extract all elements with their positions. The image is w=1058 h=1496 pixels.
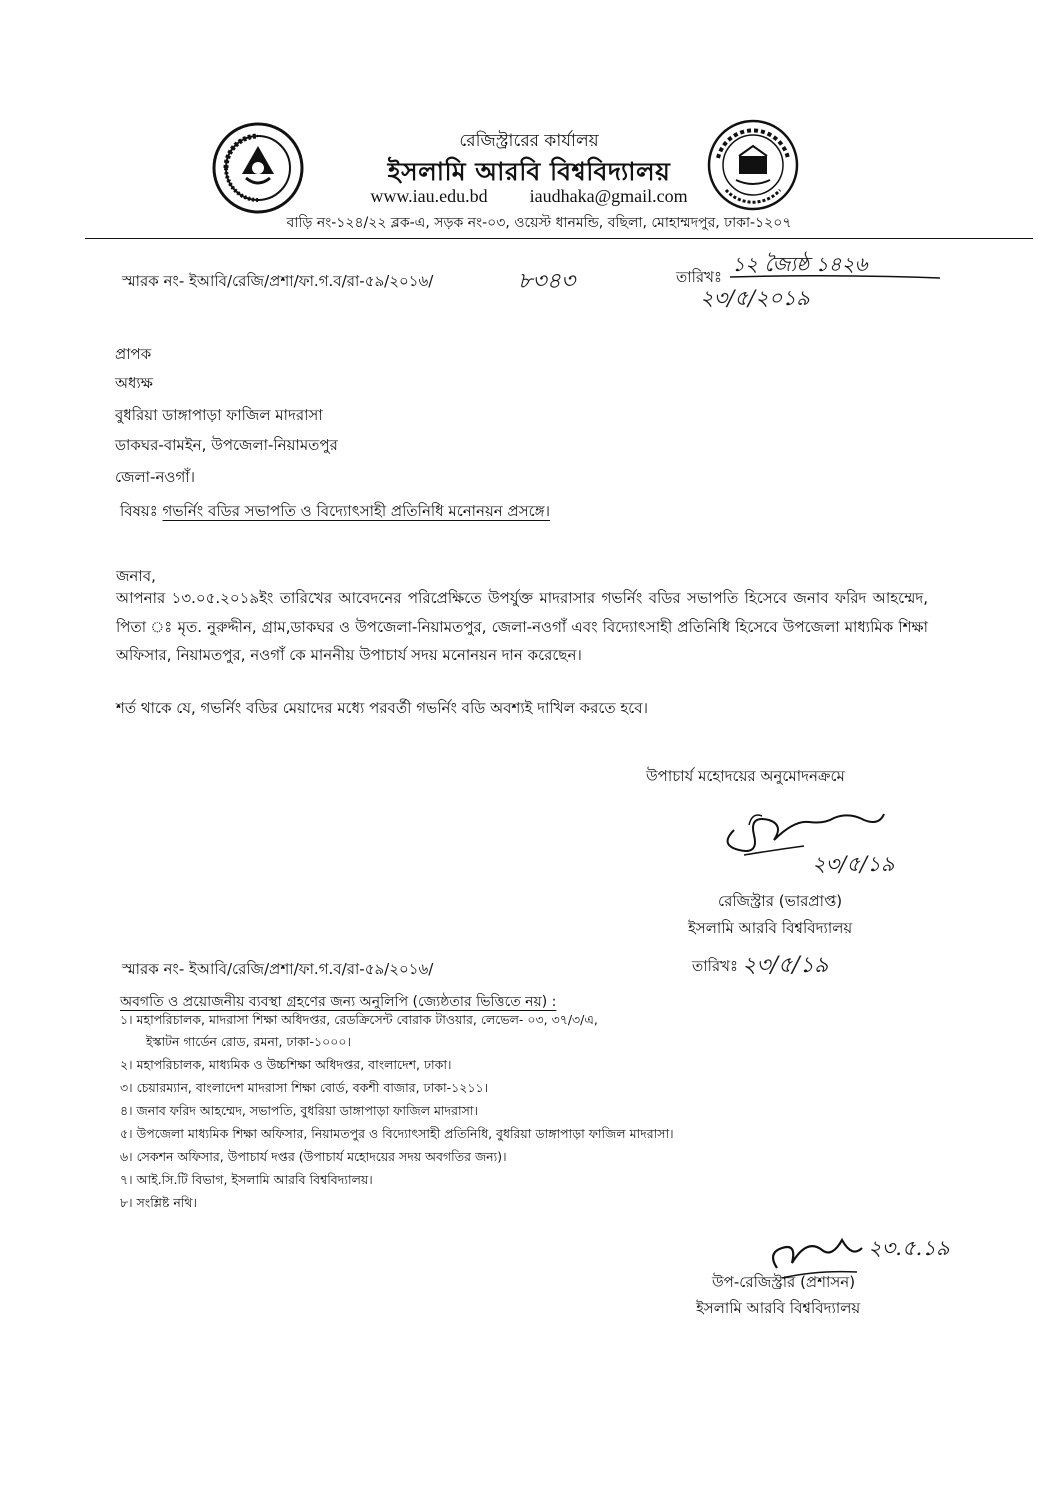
website-link[interactable]: www.iau.edu.bd	[370, 186, 488, 206]
header-divider	[85, 238, 1033, 239]
contact-line	[0, 186, 1058, 207]
copy-heading: অবগতি ও প্রয়োজনীয় ব্যবস্থা গ্রহণের জন্য অনুলিপি (জ্যেষ্ঠতার ভিত্তিতে নয়) :	[120, 994, 557, 1010]
copy-item: ৩। চেয়ারম্যান, বাংলাদেশ মাদরাসা শিক্ষা বোর্ড, বকশী বাজার, ঢাকা-১২১১।	[120, 1080, 489, 1095]
deputy-registrar-title: উপ-রেজিস্ট্রার (প্রশাসন)	[712, 1273, 856, 1291]
copy-item: ৬। সেকশন অফিসার, উপাচার্য দপ্তর (উপাচার্য মহোদয়ের সদয় অবগতির জন্য)।	[120, 1149, 507, 1164]
recipient-label: প্রাপক	[115, 345, 152, 363]
copy-item: ৮। সংশ্লিষ্ট নথি।	[120, 1195, 197, 1210]
memo-number: স্মারক নং- ইআবি/রেজি/প্রশা/ফা.গ.ব/রা-৫৯/২০১৬/	[122, 272, 434, 290]
copy-item: ২। মহাপরিচালক, মাধ্যমিক ও উচ্চশিক্ষা অধিদপ্তর, বাংলাদেশ, ঢাকা।	[120, 1057, 452, 1072]
date-handwritten-english: ২৩/৫/২০১৯	[700, 286, 810, 310]
salutation: জনাব,	[116, 567, 156, 585]
recipient-district: জেলা-নওগাঁ।	[115, 468, 195, 486]
copy-item: ৭। আই.সি.টি বিভাগ, ইসলামি আরবি বিশ্ববিদ্যালয়।	[120, 1172, 373, 1187]
body-paragraph-1: আপনার ১৩.০৫.২০১৯ইং তারিখের আবেদনের পরিপ্রেক্ষিতে উপর্যুক্ত মাদরাসার গভর্নিং বডির সভাপতি হিসেবে জনাব ফরিদ আহম্মেদ, পিতা ঃ মৃত. নুরুদ্দীন, গ্রাম,ডাকঘর ও উপজেলা-নিয়ামতপুর, জেলা-নওগাঁ এবং বিদ্যোৎসাহী প্রতিনিধি হিসেবে উপজেলা মাধ্যমিক শিক্ষা অফিসার, নিয়ামতপুর, নওগাঁ কে মাননীয় উপাচার্য সদয় মনোনয়ন দান করেছেন।	[116, 589, 928, 664]
copy-item-continuation: ইস্কাটন গার্ডেন রোড, রমনা, ঢাকা-১০০০।	[146, 1034, 351, 1049]
recipient-designation: অধ্যক্ষ	[115, 374, 153, 392]
registrar-org: ইসলামি আরবি বিশ্ববিদ্যালয়	[688, 919, 853, 937]
date-underline	[730, 274, 940, 280]
copy-item: ৪। জনাব ফরিদ আহম্মেদ, সভাপতি, বুধরিয়া ডাঙ্গাপাড়া ফাজিল মাদরাসা।	[120, 1103, 478, 1118]
copy-item: ১। মহাপরিচালক, মাদরাসা শিক্ষা অধিদপ্তর, রেডক্রিসেন্ট বোরাক টাওয়ার, লেভেল- ০৩, ৩৭/৩/এ,	[120, 1012, 598, 1027]
memo-handwritten-number: ৮৩৪৩	[518, 269, 576, 294]
memo2-date-handwritten: ২৩/৫/১৯	[742, 953, 829, 978]
memo2-date-label: তারিখঃ	[692, 957, 738, 975]
memo2-number: স্মারক নং- ইআবি/রেজি/প্রশা/ফা.গ.ব/রা-৫৯/২০১৬/	[122, 960, 434, 978]
registrar-sign-date: ২৩/৫/১৯	[812, 852, 895, 876]
subject-line	[120, 500, 550, 525]
university-address: বাড়ি নং-১২৪/২২ ব্লক-এ, সড়ক নং-০৩, ওয়েস্ট ধানমন্ডি, বছিলা, মোহাম্মদপুর, ঢাকা-১২০৭	[286, 215, 792, 231]
deputy-sign-date: ২৩.৫.১৯	[868, 1236, 950, 1260]
university-name: ইসলামি আরবি বিশ্ববিদ্যালয়	[387, 157, 671, 186]
recipient-institution: বুধরিয়া ডাঙ্গাপাড়া ফাজিল মাদরাসা	[115, 406, 323, 424]
subject-text: গভর্নিং বডির সভাপতি ও বিদ্যোৎসাহী প্রতিনিধি মনোনয়ন প্রসঙ্গে।	[162, 502, 550, 520]
recipient-post-upazila: ডাকঘর-বামইন, উপজেলা-নিয়ামতপুর	[115, 436, 338, 454]
email-link[interactable]: iaudhaka@gmail.com	[529, 186, 688, 206]
office-name: রেজিস্ট্রারের কার্যালয়	[459, 131, 599, 151]
subject-label: বিষয়ঃ	[120, 502, 158, 520]
approval-note: উপাচার্য মহোদয়ের অনুমোদনক্রমে	[646, 767, 845, 785]
deputy-registrar-org: ইসলামি আরবি বিশ্ববিদ্যালয়	[696, 1299, 861, 1317]
date-label: তারিখঃ	[676, 268, 722, 286]
anniversary-seal-right	[706, 118, 800, 212]
registrar-title: রেজিস্ট্রার (ভারপ্রাপ্ত)	[718, 892, 843, 910]
copy-item: ৫। উপজেলা মাধ্যমিক শিক্ষা অফিসার, নিয়ামতপুর ও বিদ্যোৎসাহী প্রতিনিধি, বুধরিয়া ডাঙ্গাপাড়া ফাজিল মাদরাসা।	[120, 1126, 674, 1141]
date-handwritten-bangla: ১২ জ্যৈষ্ঠ ১৪২৬	[732, 252, 868, 276]
body-paragraph-2: শর্ত থাকে যে, গভর্নিং বডির মেয়াদের মধ্যে পরবর্তী গভর্নিং বডি অবশ্যই দাখিল করতে হবে।	[116, 699, 648, 717]
